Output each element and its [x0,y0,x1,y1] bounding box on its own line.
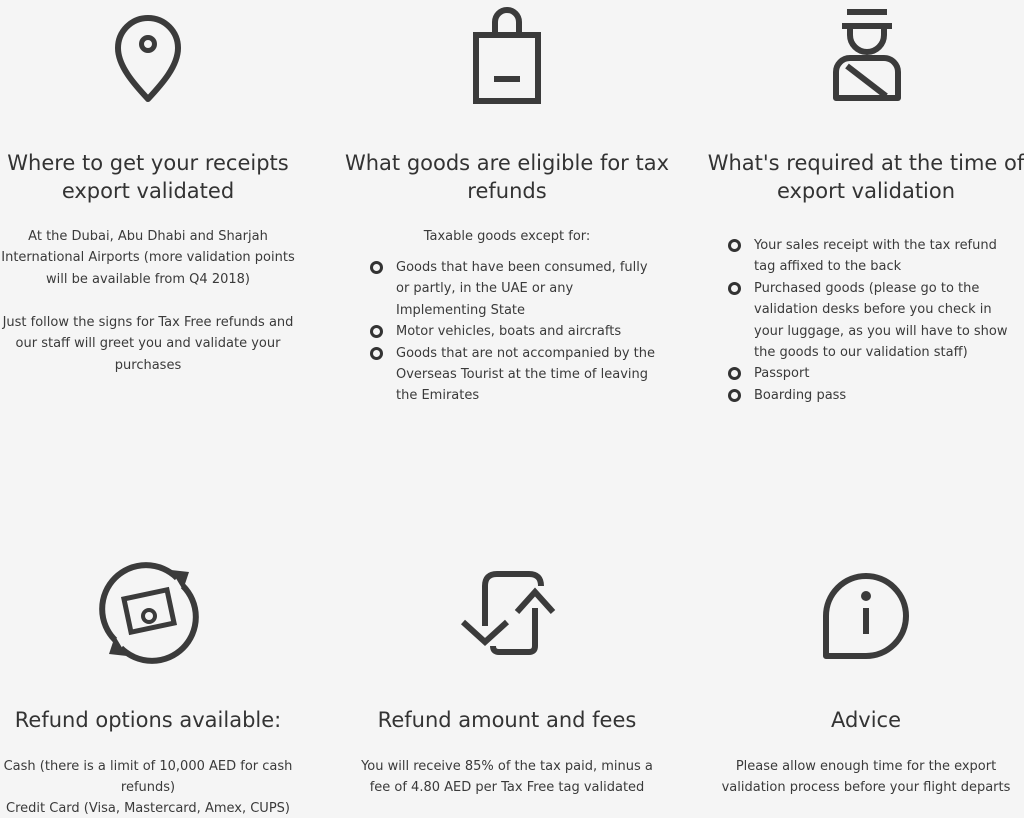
list-item-line: Passport [754,366,810,382]
title-line: refunds [467,179,547,203]
list-item-line: the goods to our validation staff) [754,345,968,361]
list-item-line: Boarding pass [754,387,847,403]
body-line: Just follow the signs for Tax Free refunds and [2,315,294,330]
title-line: export validation [776,179,956,203]
card-title: Advice [830,708,902,732]
card-refund-options [0,540,306,818]
customs-officer-icon [830,6,904,106]
list-item-line: your luggage, as you will have to show [754,323,1008,339]
info-bubble-icon [820,570,912,660]
list-item [370,321,655,342]
body-line: refunds) [120,780,176,795]
card-title [0,149,306,205]
title-line: export validated [61,179,235,203]
body-line: validation process before your flight departs [721,780,1011,795]
list-item-line: Motor vehicles, boats and aircrafts [396,324,622,340]
cash-refresh-icon [93,558,203,668]
bullet-icon [728,389,741,402]
card-refund-amount [340,540,674,818]
list-item-line: tag affixed to the back [754,259,902,275]
list-item-line: the Emirates [396,388,480,404]
bullet-icon [370,347,383,360]
list-item [728,385,1008,406]
list-item-line: validation desks before you check in [754,302,992,318]
list-item-line: Overseas Tourist at the time of leaving [396,367,648,383]
body-line: fee of 4.80 AED per Tax Free tag validated [369,780,645,795]
card-title: Refund amount and fees [377,708,637,732]
body-line: purchases [114,358,182,373]
list-item-line: Your sales receipt with the tax refund [754,238,997,253]
card-title [700,149,1024,205]
list-item-line: Purchased goods (please go to the [754,280,980,296]
body-line: Cash (there is a limit of 10,000 AED for cash [3,759,293,774]
list-item-line: Implementing State [396,302,526,318]
bullet-icon [728,282,741,295]
list-item [728,278,1008,364]
list-item [728,363,1008,384]
list-item [728,235,1008,278]
card-advice [700,540,1024,818]
title-line: What's required at the time of [707,151,1024,175]
location-pin-icon [110,10,186,104]
body-line: International Airports (more validation points [1,250,295,265]
body-line: You will receive 85% of the tax paid, minus a [361,759,653,774]
intro-text: Taxable goods except for: [423,229,591,244]
body-line: our staff will greet you and validate your [15,336,281,351]
list-item-line: or partly, in the UAE or any [396,281,574,297]
list-item-line: Goods that have been consumed, fully [396,260,648,275]
card-title [340,149,674,205]
bullet-icon [728,367,741,380]
bullet-icon [728,239,741,252]
body-line: Credit Card (Visa, Mastercard, Amex, CUPS) [6,801,290,816]
title-line: Where to get your receipts [7,151,289,175]
bullet-icon [370,261,383,274]
bullet-icon [370,325,383,338]
list-item [370,257,655,321]
body-line: At the Dubai, Abu Dhabi and Sharjah [28,229,268,244]
refund-arrows-icon [457,568,557,658]
shopping-bag-icon [470,6,544,106]
title-line: What goods are eligible for tax [344,151,670,175]
card-where-to-validate [0,0,306,400]
goods-exceptions-list [370,257,655,407]
body-line: Please allow enough time for the export [735,759,997,774]
body-line: will be available from Q4 2018) [46,272,250,287]
card-title: Refund options available: [14,708,282,732]
list-item [370,343,655,407]
list-item-line: Goods that are not accompanied by the [396,345,655,361]
card-eligible-goods [340,0,674,420]
card-required-documents [700,0,1024,420]
required-items-list [728,235,1008,406]
